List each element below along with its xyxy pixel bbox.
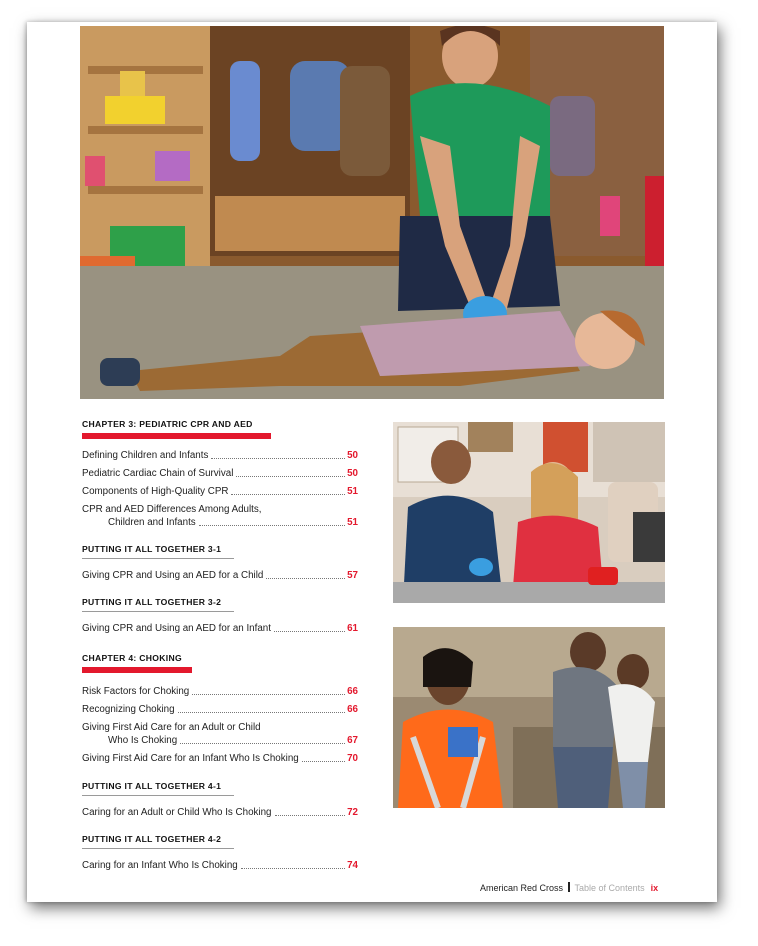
toc-entry[interactable]: [82, 703, 358, 716]
toc-entry-page: 51: [347, 517, 358, 528]
toc-entry-title-line2: Children and Infants: [108, 517, 196, 528]
toc-entry[interactable]: [82, 467, 358, 480]
toc-entry[interactable]: [82, 859, 358, 872]
toc-entry-title: Caring for an Adult or Child Who Is Choking: [82, 807, 272, 818]
toc-entry-title: Pediatric Cardiac Chain of Survival: [82, 468, 234, 479]
toc-entry-title-line1: CPR and AED Differences Among Adults,: [82, 504, 262, 515]
putting-together-4-2: [82, 834, 358, 872]
toc-entry[interactable]: [82, 685, 358, 698]
toc-entry-page: 66: [347, 686, 358, 697]
toc-entry-page: 61: [347, 623, 358, 634]
toc-entry-title: Caring for an Infant Who Is Choking: [82, 860, 238, 871]
footer-section: Table of Contents: [574, 883, 645, 893]
putting-together-heading: PUTTING IT ALL TOGETHER 4-1: [82, 781, 222, 791]
toc-entry-title: Giving CPR and Using an AED for a Child: [82, 570, 264, 581]
chapter-4-heading: CHAPTER 4: CHOKING: [82, 653, 182, 663]
toc-entry-page: 51: [347, 486, 358, 497]
toc-entry-page: 70: [347, 753, 358, 764]
toc-entry[interactable]: [82, 485, 358, 498]
toc-entry-title: Risk Factors for Choking: [82, 686, 190, 697]
dot-leader: [192, 694, 345, 695]
dot-leader: [274, 631, 345, 632]
dot-leader: [211, 458, 345, 459]
table-of-contents: [82, 419, 358, 872]
document-page: [27, 22, 717, 902]
toc-entry[interactable]: [82, 721, 358, 747]
toc-entry-title: Defining Children and Infants: [82, 450, 209, 461]
dot-leader: [275, 815, 346, 816]
dot-leader: [266, 578, 345, 579]
toc-entry[interactable]: [82, 569, 358, 582]
toc-entry-title-line2: Who Is Choking: [108, 735, 178, 746]
toc-entry-page: 66: [347, 704, 358, 715]
dot-leader: [302, 761, 345, 762]
putting-together-heading: PUTTING IT ALL TOGETHER 3-2: [82, 597, 222, 607]
chapter-4-section: [82, 653, 358, 765]
toc-entry[interactable]: [82, 503, 358, 529]
toc-entry-title: Giving CPR and Using an AED for an Infant: [82, 623, 271, 634]
putting-together-heading: PUTTING IT ALL TOGETHER 4-2: [82, 834, 222, 844]
toc-entry-page: 57: [347, 570, 358, 581]
putting-together-3-1: [82, 544, 358, 582]
toc-entry-title: Giving First Aid Care for an Infant Who Is Choking: [82, 753, 299, 764]
dot-leader: [178, 712, 346, 713]
toc-entry-page: 50: [347, 468, 358, 479]
toc-entry-title: Recognizing Choking: [82, 704, 175, 715]
dot-leader: [231, 494, 345, 495]
chapter-3-section: [82, 419, 358, 529]
photo-aed-office: [393, 422, 665, 603]
putting-together-4-1: [82, 781, 358, 819]
toc-entry-page: 72: [347, 807, 358, 818]
toc-entry[interactable]: [82, 622, 358, 635]
toc-entry[interactable]: [82, 806, 358, 819]
photo-choking-scene: [393, 627, 665, 808]
dot-leader: [180, 743, 345, 744]
footer-publisher: American Red Cross: [480, 883, 564, 893]
dot-leader: [199, 525, 345, 526]
toc-entry-page: 74: [347, 860, 358, 871]
putting-together-heading: PUTTING IT ALL TOGETHER 3-1: [82, 544, 222, 554]
footer-page-number: ix: [650, 883, 659, 893]
footer-separator: [568, 882, 570, 892]
dot-leader: [241, 868, 345, 869]
page-footer: [480, 882, 658, 893]
toc-entry-page: 50: [347, 450, 358, 461]
putting-together-3-2: [82, 597, 358, 635]
toc-entry-page: 67: [347, 735, 358, 746]
toc-entry[interactable]: [82, 449, 358, 462]
chapter-3-heading: CHAPTER 3: PEDIATRIC CPR AND AED: [82, 419, 253, 429]
toc-entry[interactable]: [82, 752, 358, 765]
dot-leader: [236, 476, 345, 477]
toc-entry-title: Components of High-Quality CPR: [82, 486, 229, 497]
hero-photo-child-cpr: [80, 26, 664, 399]
toc-entry-title-line1: Giving First Aid Care for an Adult or Child: [82, 722, 261, 733]
